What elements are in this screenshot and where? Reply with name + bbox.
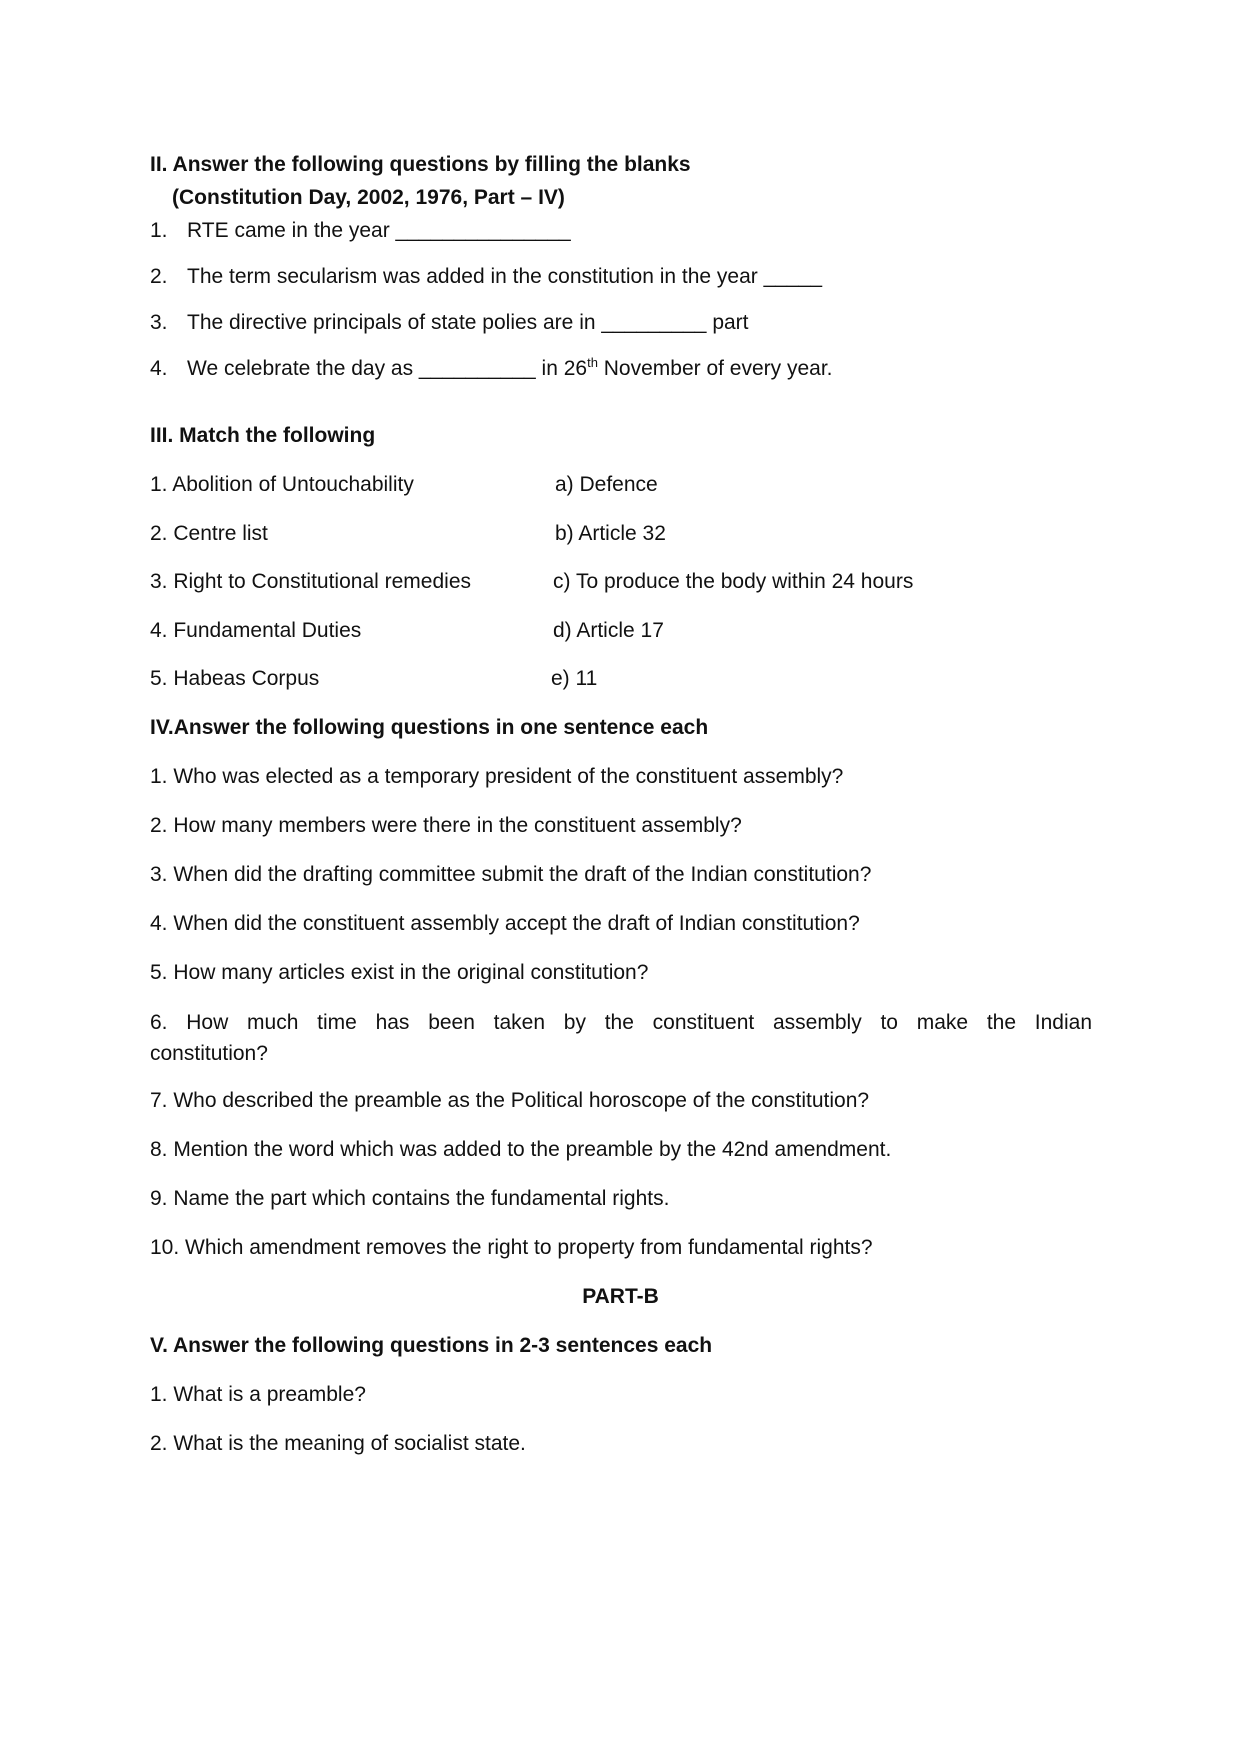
fill-blank-question-1 (150, 218, 571, 244)
question-number: 2. (150, 265, 168, 288)
fill-blank-question-3 (150, 310, 749, 336)
short-question-2: 2. How many members were there in the constituent assembly? (150, 814, 742, 837)
short-question-6-line-2: constitution? (150, 1042, 268, 1065)
question-number: 3. (150, 311, 168, 334)
fill-blank-question-2 (150, 264, 822, 290)
section-3-heading: III. Match the following (150, 424, 376, 447)
short-question-3: 3. When did the drafting committee submit the draft of the Indian constitution? (150, 863, 872, 886)
short-question-5: 5. How many articles exist in the original constitution? (150, 961, 649, 984)
short-question-8: 8. Mention the word which was added to the preamble by the 42nd amendment. (150, 1138, 892, 1161)
match-left-5: 5. Habeas Corpus (150, 667, 320, 690)
question-text: The term secularism was added in the constitution in the year _____ (187, 265, 823, 288)
question-text: RTE came in the year _______________ (187, 219, 571, 242)
superscript-th: th (587, 355, 598, 370)
match-right-3: c) To produce the body within 24 hours (553, 570, 914, 593)
match-right-4: d) Article 17 (553, 619, 664, 642)
question-number: 4. (150, 357, 168, 380)
match-left-3: 3. Right to Constitutional remedies (150, 570, 471, 593)
question-text: We celebrate the day as __________ in 26 (187, 357, 588, 380)
section-5-heading: V. Answer the following questions in 2-3 sentences each (150, 1334, 713, 1357)
match-right-2: b) Article 32 (555, 522, 666, 545)
question-text-end: November of every year. (597, 357, 833, 380)
long-question-2: 2. What is the meaning of socialist state. (150, 1432, 526, 1455)
question-number: 1. (150, 219, 168, 242)
match-right-5: e) 11 (551, 667, 598, 690)
section-4-heading: IV.Answer the following questions in one sentence each (150, 716, 709, 739)
part-b-title: PART-B (582, 1285, 659, 1308)
long-question-1: 1. What is a preamble? (150, 1383, 366, 1406)
match-right-1: a) Defence (555, 473, 658, 496)
section-2-options: (Constitution Day, 2002, 1976, Part – IV) (172, 186, 565, 209)
short-question-1: 1. Who was elected as a temporary president of the constituent assembly? (150, 765, 844, 788)
section-2-heading: II. Answer the following questions by filling the blanks (150, 153, 691, 176)
short-question-6-line-1: 6. How much time has been taken by the constituent assembly to make the Indian (150, 1011, 1092, 1034)
short-question-4: 4. When did the constituent assembly accept the draft of Indian constitution? (150, 912, 860, 935)
short-question-7: 7. Who described the preamble as the Political horoscope of the constitution? (150, 1089, 870, 1112)
short-question-10: 10. Which amendment removes the right to property from fundamental rights? (150, 1236, 873, 1259)
question-text: The directive principals of state polies are in _________ part (187, 311, 749, 334)
short-question-9: 9. Name the part which contains the fundamental rights. (150, 1187, 670, 1210)
match-left-1: 1. Abolition of Untouchability (150, 473, 414, 496)
fill-blank-question-4 (150, 356, 833, 382)
match-left-4: 4. Fundamental Duties (150, 619, 362, 642)
match-left-2: 2. Centre list (150, 522, 268, 545)
